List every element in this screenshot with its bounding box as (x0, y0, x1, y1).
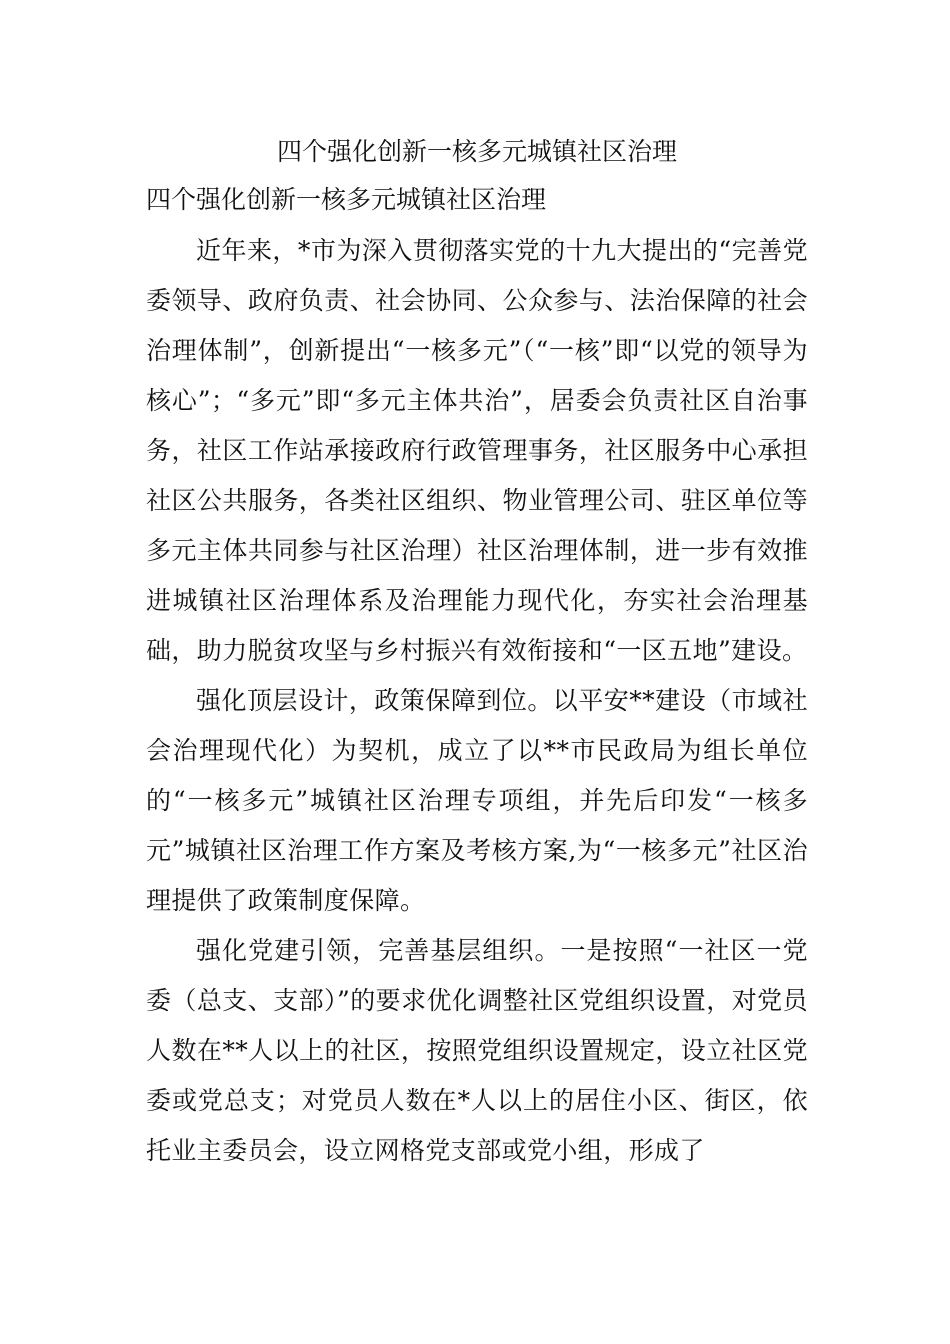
document-page (146, 128, 808, 1176)
paragraph-intro: 近年来，*市为深入贯彻落实党的十九大提出的“完善党委领导、政府负责、社会协同、公众参与、法治保障的社会治理体制”，创新提出“一核多元”（“一核”即“以党的领导为核心”；“多元”即“多元主体共治”，居委会负责社区自治事务，社区工作站承接政府行政管理事务，社区服务中心承担社区公共服务，各类社区组织、物业管理公司、驻区单位等多元主体共同参与社区治理）社区治理体制，进一步有效推进城镇社区治理体系及治理能力现代化，夯实社会治理基础，助力脱贫攻坚与乡村振兴有效衔接和“一区五地”建设。 (146, 236, 808, 665)
document-subtitle: 四个强化创新一核多元城镇社区治理 (146, 185, 547, 214)
document-title: 四个强化创新一核多元城镇社区治理 (276, 137, 677, 166)
paragraph-party-building: 强化党建引领，完善基层组织。一是按照“一社区一党委（总支、支部）”的要求优化调整社区党组织设置，对党员人数在**人以上的社区，按照党组织设置规定，设立社区党委或党总支；对党员人数在*人以上的居住小区、街区，依托业主委员会，设立网格党支部或党小组，形成了 (146, 936, 808, 1165)
paragraph-top-level-design: 强化顶层设计，政策保障到位。以平安**建设（市域社会治理现代化）为契机，成立了以**市民政局为组长单位的“一核多元”城镇社区治理专项组，并先后印发“一核多元”城镇社区治理工作方案及考核方案,为“一核多元”社区治理提供了政策制度保障。 (146, 686, 808, 915)
